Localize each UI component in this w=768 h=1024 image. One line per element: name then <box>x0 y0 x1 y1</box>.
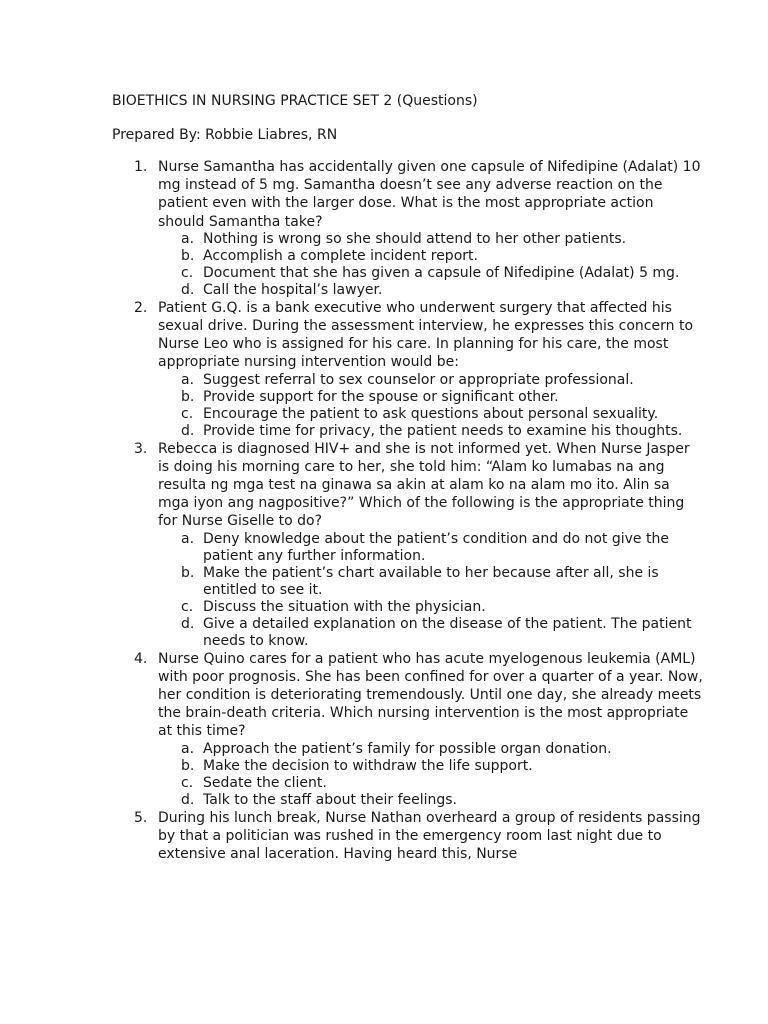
option-item <box>181 281 703 299</box>
option-text: Accomplish a complete incident report. <box>203 247 478 264</box>
option-text: Call the hospital’s lawyer. <box>203 281 383 298</box>
option-letter: c. <box>181 774 194 791</box>
option-text: Discuss the situation with the physician. <box>203 598 486 615</box>
option-item <box>181 615 703 650</box>
question-item <box>134 440 703 650</box>
option-item <box>181 264 703 282</box>
option-item <box>181 230 703 248</box>
option-letter: c. <box>181 598 194 615</box>
option-letter: a. <box>181 740 195 757</box>
option-letter: d. <box>181 281 195 298</box>
option-text: Give a detailed explanation on the disease of the patient. The patient needs to know. <box>203 615 692 649</box>
option-text: Provide support for the spouse or significant other. <box>203 388 559 405</box>
option-list <box>158 741 703 809</box>
option-item <box>181 757 703 775</box>
option-text: Sedate the client. <box>203 774 327 791</box>
option-letter: b. <box>181 564 195 581</box>
option-item <box>181 388 703 406</box>
question-item <box>134 809 703 864</box>
option-item <box>181 371 703 389</box>
question-number: 1. <box>134 159 148 175</box>
author-line: Prepared By: Robbie Liabres, RN <box>112 127 338 143</box>
option-item <box>181 740 703 758</box>
option-text: Provide time for privacy, the patient needs to examine his thoughts. <box>203 422 683 439</box>
question-list <box>112 158 703 863</box>
question-item <box>134 299 703 440</box>
question-text: Nurse Samantha has accidentally given one capsule of Nifedipine (Adalat) 10 mg instead of 5 mg. Samantha doesn’t see any adverse reaction on the patient even with the larger dose. What is the most appropriate action should Samantha take? <box>158 159 701 230</box>
option-letter: b. <box>181 757 195 774</box>
document-title: BIOETHICS IN NURSING PRACTICE SET 2 (Questions) <box>112 93 478 109</box>
option-item <box>181 530 703 565</box>
option-item <box>181 422 703 440</box>
question-item <box>134 650 703 809</box>
question-number: 3. <box>134 440 148 457</box>
question-text: Patient G.Q. is a bank executive who underwent surgery that affected his sexual drive. During the assessment interview, he expresses this concern to Nurse Leo who is assigned for his care. In planning for his care, the most appropriate nursing intervention would be: <box>158 299 694 371</box>
option-letter: c. <box>181 264 194 281</box>
option-list <box>158 231 703 299</box>
option-text: Suggest referral to sex counselor or appropriate professional. <box>203 371 634 388</box>
option-text: Encourage the patient to ask questions about personal sexuality. <box>203 405 659 422</box>
question-number: 5. <box>134 809 148 826</box>
option-letter: b. <box>181 247 195 264</box>
question-number: 2. <box>134 299 148 316</box>
option-list <box>158 372 703 440</box>
option-letter: a. <box>181 530 195 547</box>
option-item <box>181 598 703 616</box>
option-text: Talk to the staff about their feelings. <box>203 791 458 808</box>
option-item <box>181 247 703 265</box>
option-item <box>181 564 703 599</box>
option-letter: c. <box>181 405 194 422</box>
option-text: Approach the patient’s family for possible organ donation. <box>203 740 612 757</box>
question-text: Nurse Quino cares for a patient who has acute myelogenous leukemia (AML) with poor prognosis. She has been confined for over a quarter of a year. Now, her condition is deteriorating tremendously. Until one day, she already meets the brain-death criteria. Which nursing intervention is the most appropriate at this time? <box>158 650 703 740</box>
option-text: Deny knowledge about the patient’s condition and do not give the patient any further information. <box>203 530 669 564</box>
option-letter: a. <box>181 371 195 388</box>
option-letter: b. <box>181 388 195 405</box>
option-letter: a. <box>181 230 195 247</box>
option-text: Make the decision to withdraw the life support. <box>203 757 533 774</box>
option-text: Document that she has given a capsule of Nifedipine (Adalat) 5 mg. <box>203 264 680 281</box>
option-text: Make the patient’s chart available to her because after all, she is entitled to see it. <box>203 564 659 598</box>
option-item <box>181 791 703 809</box>
option-letter: d. <box>181 422 195 439</box>
option-text: Nothing is wrong so she should attend to her other patients. <box>203 230 627 247</box>
question-number: 4. <box>134 650 148 667</box>
option-item <box>181 774 703 792</box>
option-letter: d. <box>181 615 195 632</box>
option-item <box>181 405 703 423</box>
option-list <box>158 531 703 650</box>
question-item <box>134 158 703 299</box>
option-letter: d. <box>181 791 195 808</box>
question-text: Rebecca is diagnosed HIV+ and she is not informed yet. When Nurse Jasper is doing his morning care to her, she told him: “Alam ko lumabas na ang resulta ng mga test na ginawa sa akin at alam ko na alam mo ito. Alin sa mga iyon ang nagpositive?” Which of the following is the appropriate thing for Nurse Giselle to do? <box>158 440 690 530</box>
question-text: During his lunch break, Nurse Nathan overheard a group of residents passing by that a politician was rushed in the emergency room last night due to extensive anal laceration. Having heard this, Nurse <box>158 809 701 863</box>
